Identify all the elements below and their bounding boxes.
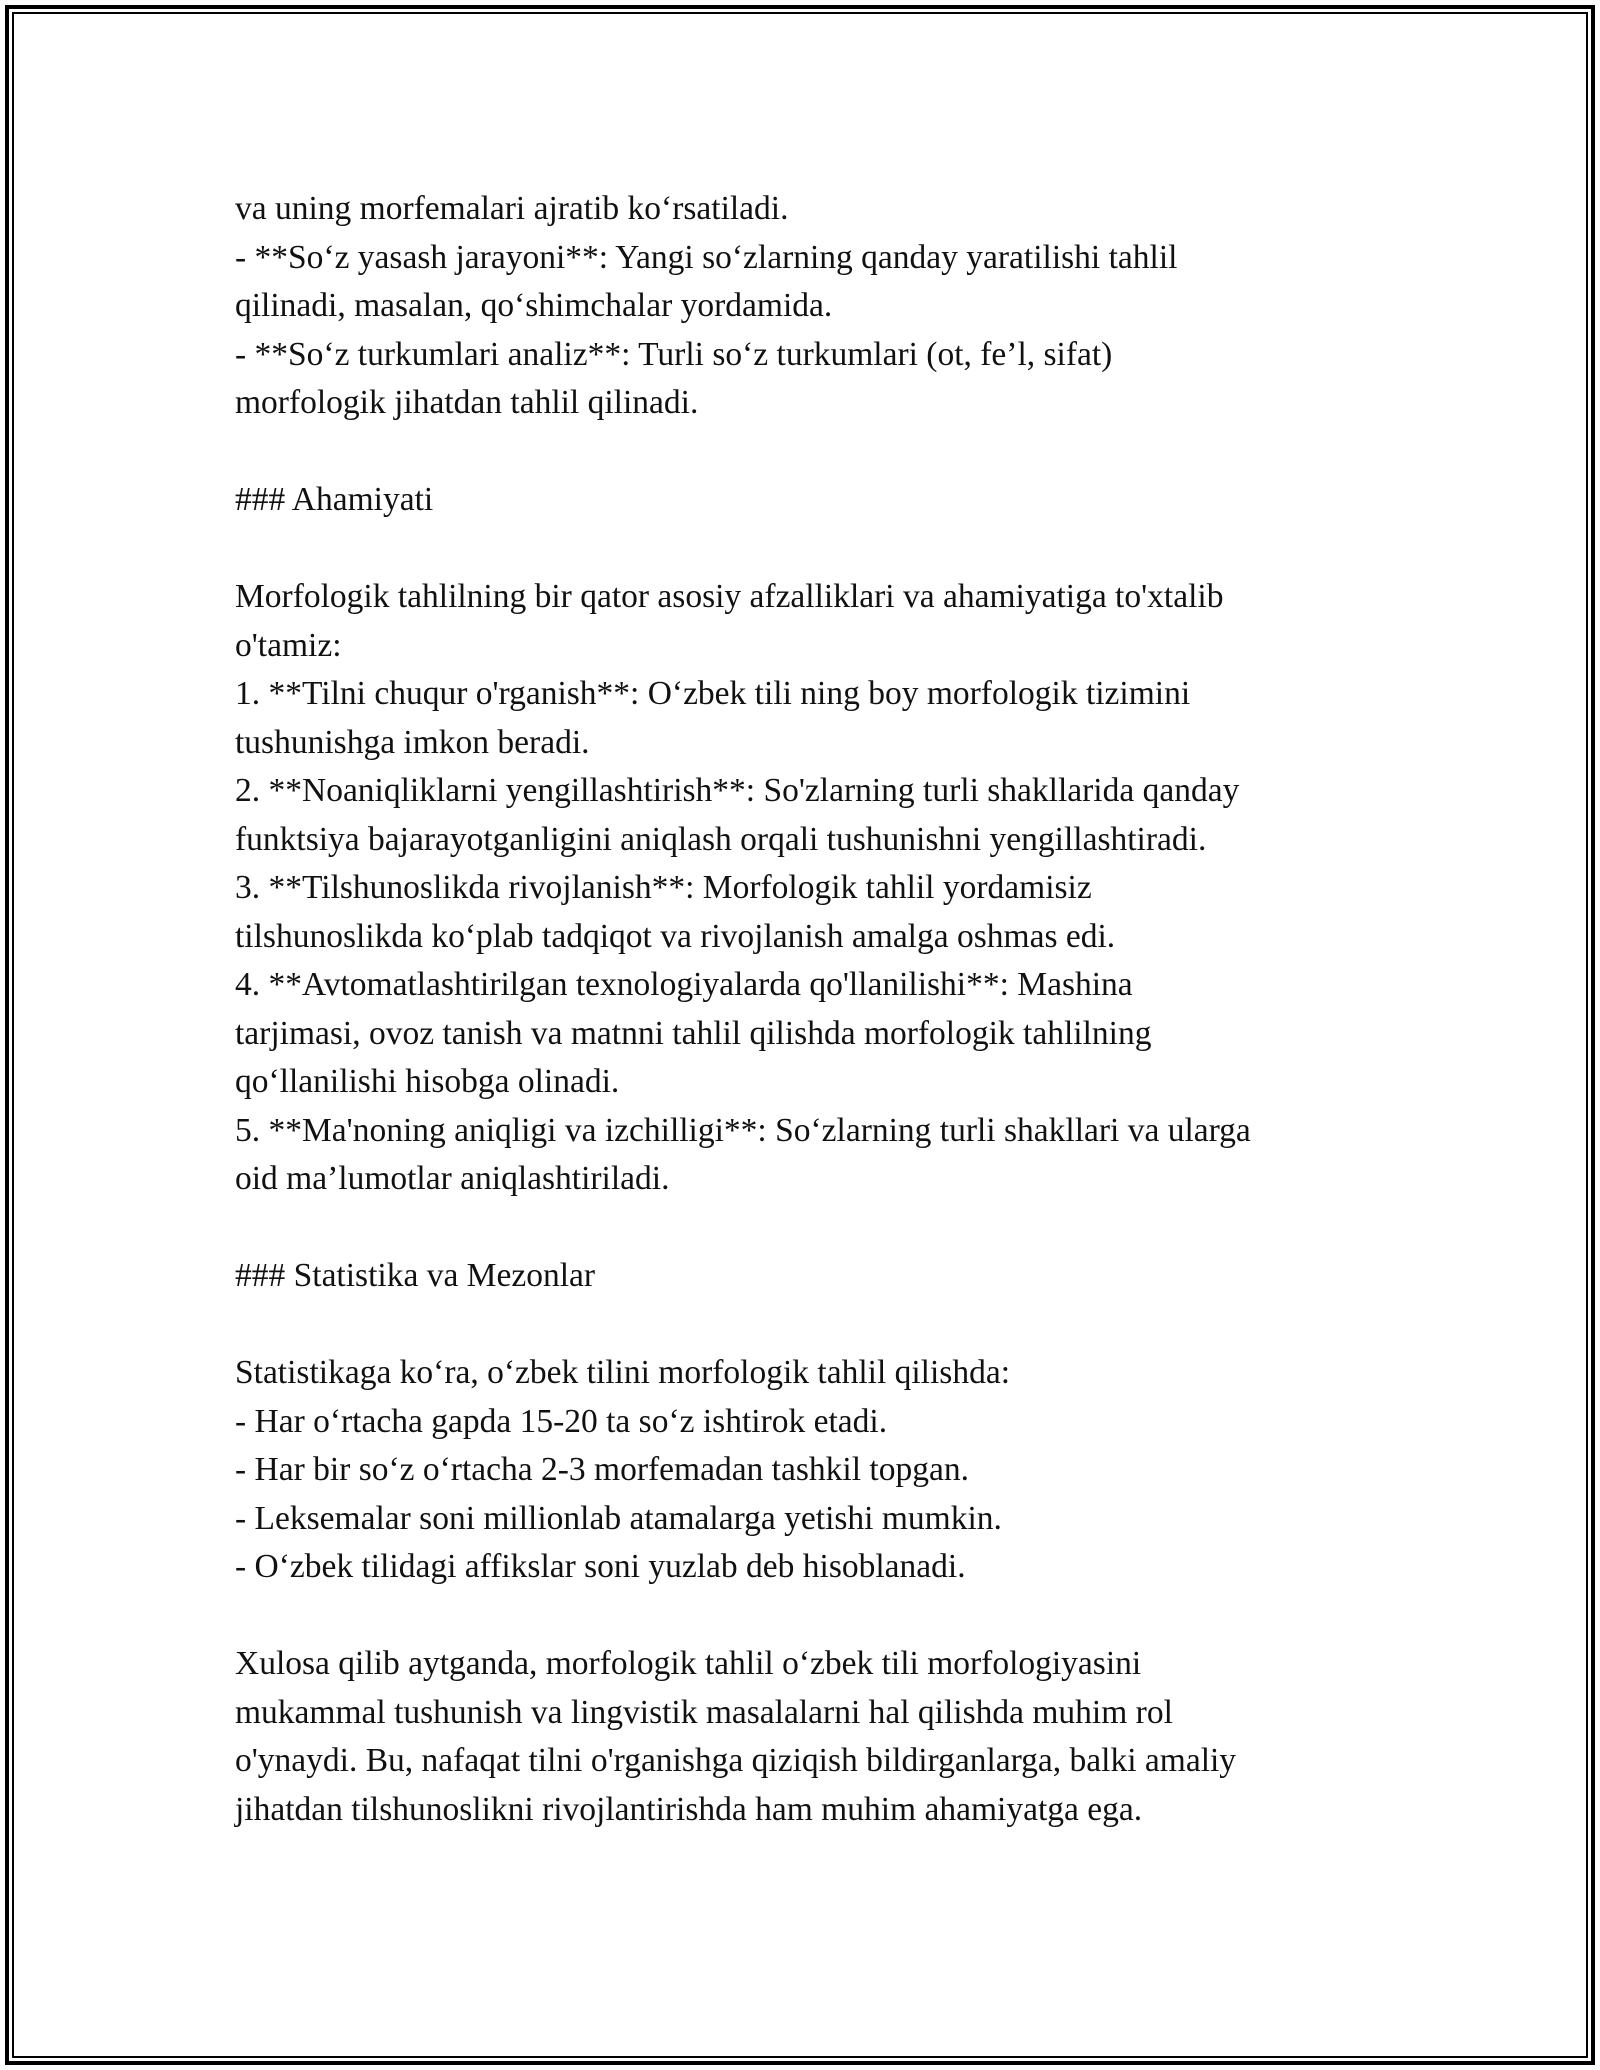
text-line: funktsiya bajarayotganligini aniqlash orqali tushunishni yengillashtiradi.	[235, 820, 1207, 858]
text-line: 3. **Tilshunoslikda rivojlanish**: Morfologik tahlil yordamisiz	[235, 869, 1092, 906]
document-body	[235, 185, 1365, 1834]
text-line: 4. **Avtomatlashtirilgan texnologiyalarda qo'llanilishi**: Mashina	[235, 966, 1133, 1003]
blank-line	[235, 1204, 1365, 1253]
text-line: 5. **Ma'noning aniqligi va izchilligi**: So‘zlarning turli shakllari va ularga	[235, 1111, 1251, 1149]
text-line: Statistikaga ko‘ra, o‘zbek tilini morfologik tahlil qilishda:	[235, 1354, 1011, 1391]
section-heading-statistika: ### Statistika va Mezonlar	[235, 1257, 596, 1294]
blank-line	[235, 1301, 1365, 1350]
text-line: 2. **Noaniqliklarni yengillashtirish**: So'zlarning turli shakllarida qanday	[235, 772, 1240, 809]
text-line: - Har o‘rtacha gapda 15-20 ta so‘z ishtirok etadi.	[235, 1402, 888, 1440]
text-line: - O‘zbek tilidagi affikslar soni yuzlab deb hisoblanadi.	[235, 1548, 966, 1585]
text-line: 1. **Tilni chuqur o'rganish**: O‘zbek tili ning boy morfologik tizimini	[235, 675, 1191, 712]
text-line: - Leksemalar soni millionlab atamalarga yetishi mumkin.	[235, 1499, 1002, 1537]
text-line: - **So‘z yasash jarayoni**: Yangi so‘zlarning qanday yaratilishi tahlil	[235, 238, 1178, 276]
text-line: tilshunoslikda ko‘plab tadqiqot va rivojlanish amalga oshmas edi.	[235, 917, 1116, 955]
text-line: qilinadi, masalan, qo‘shimchalar yordamida.	[235, 287, 833, 324]
text-line: mukammal tushunish va lingvistik masalalarni hal qilishda muhim rol	[235, 1693, 1173, 1731]
text-line: o'tamiz:	[235, 626, 342, 664]
text-line: oid ma’lumotlar aniqlashtiriladi.	[235, 1160, 670, 1197]
text-line: tushunishga imkon beradi.	[235, 723, 590, 761]
text-line: jihatdan tilshunoslikni rivojlantirishda ham muhim ahamiyatga ega.	[235, 1790, 1143, 1828]
blank-line	[235, 525, 1365, 574]
section-heading-ahamiyati: ### Ahamiyati	[235, 481, 434, 518]
text-line: Xulosa qilib aytganda, morfologik tahlil o‘zbek tili morfologiyasini	[235, 1645, 1142, 1682]
text-line: tarjimasi, ovoz tanish va matnni tahlil qilishda morfologik tahlilning	[235, 1014, 1152, 1052]
text-line: o'ynaydi. Bu, nafaqat tilni o'rganishga qiziqish bildirganlarga, balki amaliy	[235, 1742, 1237, 1779]
blank-line	[235, 1592, 1365, 1641]
text-line: Morfologik tahlilning bir qator asosiy afzalliklari va ahamiyatiga to'xtalib	[235, 578, 1224, 615]
text-line: va uning morfemalari ajratib ko‘rsatiladi.	[235, 190, 789, 227]
text-line: qo‘llanilishi hisobga olinadi.	[235, 1063, 620, 1100]
text-line: morfologik jihatdan tahlil qilinadi.	[235, 384, 699, 421]
text-line: - Har bir so‘z o‘rtacha 2-3 morfemadan tashkil topgan.	[235, 1451, 969, 1488]
text-line: - **So‘z turkumlari analiz**: Turli so‘z turkumlari (ot, fe’l, sifat)	[235, 335, 1113, 373]
blank-line	[235, 428, 1365, 477]
